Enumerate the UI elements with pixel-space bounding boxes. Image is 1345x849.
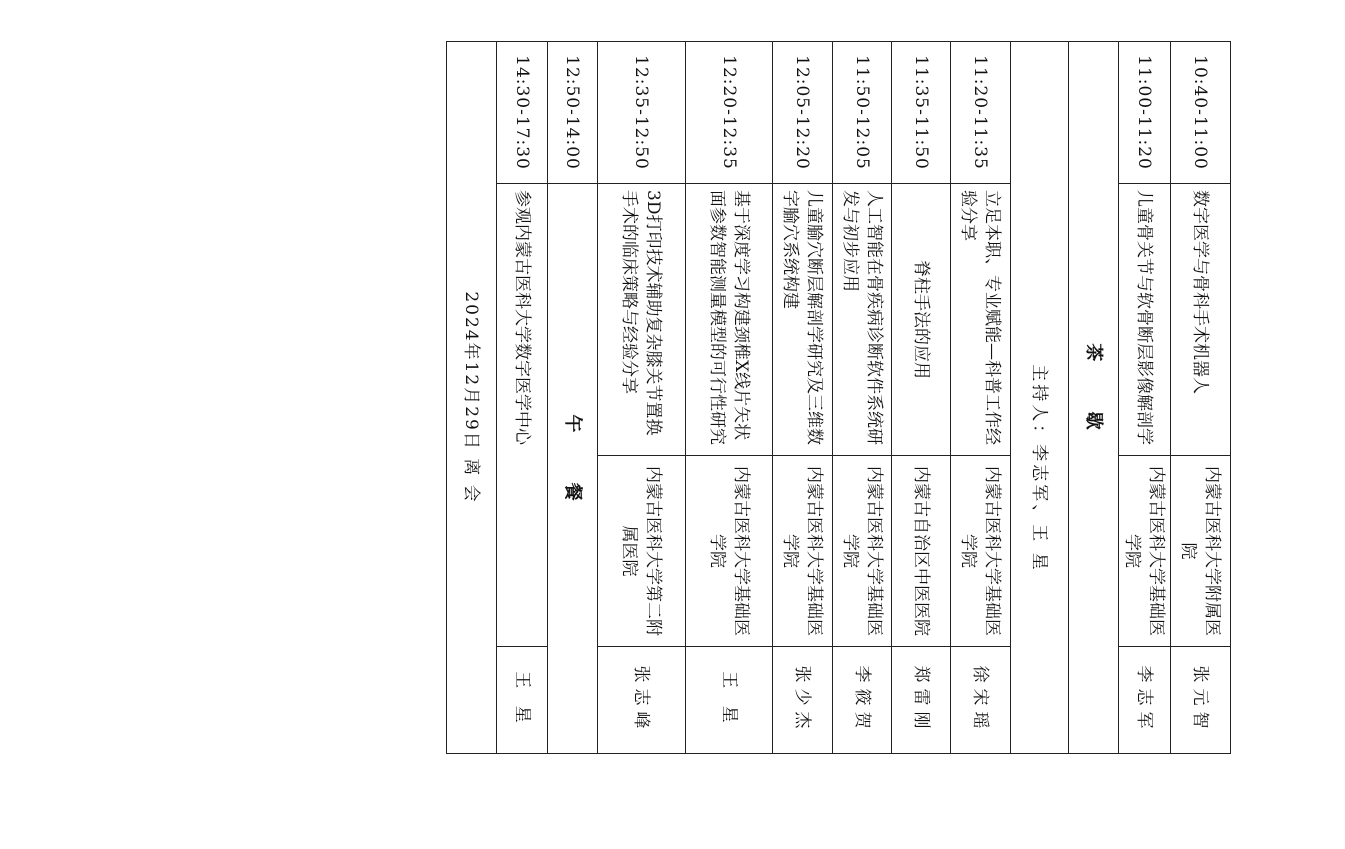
table-row [685, 42, 772, 753]
talk-title-cell: 人工智能在骨疾病诊断软件系统研发与初步应用 [833, 184, 891, 456]
speaker-cell: 李筱贺 [852, 665, 872, 735]
lunch-label: 午 餐 [562, 414, 584, 523]
table-row [950, 42, 1010, 753]
visit-text: 参观内蒙古医科大学数字医学中心 [512, 190, 532, 445]
talk-title-cell: 3D打印技术辅助复杂膝关节置换手术的临床策略与经验分享 [598, 184, 685, 456]
speaker-cell: 王 星 [719, 671, 739, 729]
table-row [597, 42, 685, 753]
talk-title-cell [497, 184, 547, 647]
time-cell: 11:20-11:35 [951, 42, 1010, 184]
table-row [1118, 42, 1170, 753]
time-cell: 11:35-11:50 [892, 42, 950, 184]
institution-cell: 内蒙古医科大学第二附属医院 [598, 456, 685, 647]
time-cell: 12:50-14:00 [548, 42, 597, 184]
speaker-cell: 郑雷刚 [911, 665, 931, 735]
speaker-cell: 张志峰 [631, 665, 652, 735]
host-row [1010, 42, 1068, 753]
time-cell: 12:20-12:35 [686, 42, 772, 184]
time-cell: 11:00-11:20 [1119, 42, 1170, 184]
speaker-cell: 张元智 [1190, 665, 1211, 735]
institution-cell: 内蒙古医科大学基础医学院 [1119, 456, 1170, 647]
speaker-cell: 张少杰 [792, 665, 813, 735]
talk-title-cell: 数字医学与骨科手术机器人 [1171, 184, 1230, 456]
table-row [891, 42, 950, 753]
talk-title-cell: 立足本职、专业赋能—科普工作经验分享 [951, 184, 1010, 456]
talk-title-cell: 基于深度学习构建颈椎X线片矢状面参数智能测量模型的可行性研究 [686, 184, 772, 456]
speaker-cell: 李志军 [1134, 665, 1155, 735]
talk-title-cell: 儿童腧穴断层解剖学研究及三维数字腧穴系统构建 [773, 184, 832, 456]
time-cell: 10:40-11:00 [1171, 42, 1230, 184]
institution-cell: 内蒙古医科大学附属医院 [1171, 456, 1230, 647]
table-row [496, 42, 547, 753]
lunch-row [547, 42, 597, 753]
table-row [832, 42, 891, 753]
table-row [772, 42, 832, 753]
footer-row [447, 42, 496, 753]
speaker-cell: 徐宋瑶 [970, 665, 991, 735]
institution-cell: 内蒙古自治区中医医院 [892, 456, 950, 647]
institution-cell: 内蒙古医科大学基础医学院 [833, 456, 891, 647]
tea-break-label: 茶 歇 [1083, 343, 1105, 452]
time-cell: 14:30-17:30 [497, 42, 547, 184]
host-text: 主持人：李志军、王 星 [1029, 364, 1050, 573]
speaker-cell: 王 星 [512, 671, 532, 729]
institution-cell: 内蒙古医科大学基础医学院 [686, 456, 772, 647]
time-cell: 12:05-12:20 [773, 42, 832, 184]
schedule-table [446, 41, 1231, 754]
host-label [1011, 184, 1068, 753]
time-cell: 12:35-12:50 [598, 42, 685, 184]
institution-cell: 内蒙古医科大学基础医学院 [773, 456, 832, 647]
tea-break-row [1068, 42, 1118, 753]
institution-cell: 内蒙古医科大学基础医学院 [951, 456, 1010, 647]
departure-note: 2024年12月29日 离 会 [461, 291, 482, 504]
time-cell: 11:50-12:05 [833, 42, 891, 184]
talk-title-cell: 脊柱手法的应用 [892, 184, 950, 456]
table-row [1170, 42, 1230, 753]
talk-title-cell: 儿童骨关节与软骨断层影像解剖学 [1119, 184, 1170, 456]
